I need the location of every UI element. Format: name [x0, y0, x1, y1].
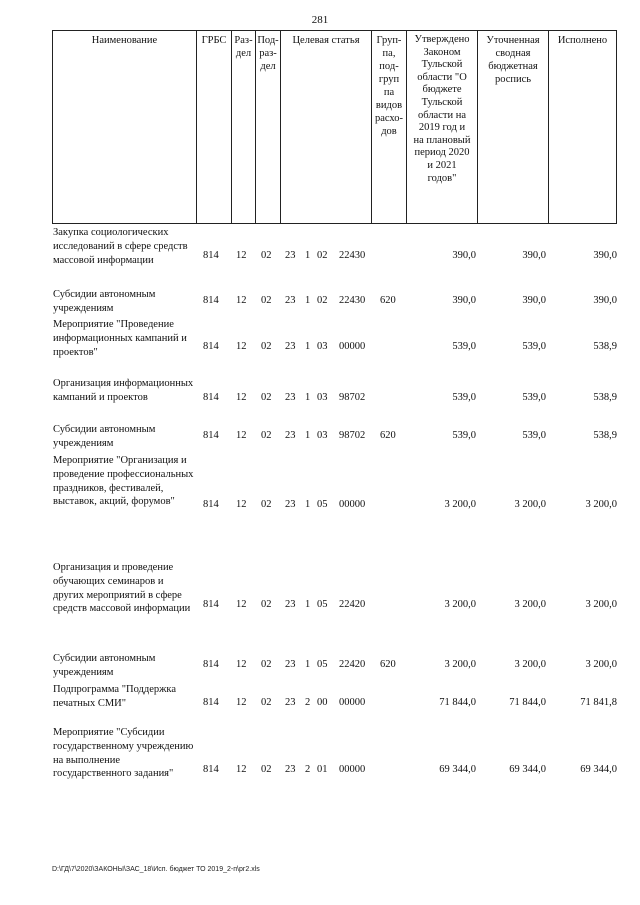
row-target-1: 23 [285, 250, 296, 261]
row-target-3: 05 [317, 599, 328, 610]
row-razdel: 12 [236, 599, 247, 610]
row-name: Мероприятие "Проведение информационных кампаний и проектов" [53, 319, 187, 358]
row-approved: 539,0 [452, 392, 476, 403]
header-executed [549, 30, 617, 224]
row-target-1: 23 [285, 599, 296, 610]
row-razdel: 12 [236, 295, 247, 306]
row-grbs: 814 [203, 599, 219, 610]
row-refined: 69 344,0 [509, 764, 546, 775]
row-target-2: 1 [305, 250, 311, 261]
row-executed: 69 344,0 [580, 764, 617, 775]
row-target-3: 02 [317, 295, 328, 306]
row-approved: 3 200,0 [444, 499, 476, 510]
row-grbs: 814 [203, 250, 219, 261]
row-grbs: 814 [203, 697, 219, 708]
row-podrazdel: 02 [261, 392, 272, 403]
row-grbs: 814 [203, 295, 219, 306]
header-name-text: Наименование [91, 35, 158, 46]
row-name: Организация информационных кампаний и проектов [53, 378, 194, 403]
row-target-2: 1 [305, 392, 311, 403]
row-refined: 3 200,0 [514, 599, 546, 610]
row-name: Субсидии автономным учреждениям [53, 289, 156, 314]
row-target-3: 05 [317, 659, 328, 670]
header-target-text: Целевая статья [292, 35, 360, 46]
row-approved: 3 200,0 [444, 659, 476, 670]
row-podrazdel: 02 [261, 499, 272, 510]
row-target-2: 2 [305, 764, 311, 775]
header-executed-text: Исполнено [557, 35, 608, 46]
row-group: 620 [380, 430, 396, 441]
row-target-3: 03 [317, 430, 328, 441]
row-grbs: 814 [203, 499, 219, 510]
row-approved: 3 200,0 [444, 599, 476, 610]
row-razdel: 12 [236, 764, 247, 775]
row-target-3: 01 [317, 764, 328, 775]
row-grbs: 814 [203, 659, 219, 670]
row-approved: 539,0 [452, 430, 476, 441]
header-approved [407, 30, 478, 224]
row-refined: 71 844,0 [509, 697, 546, 708]
row-executed: 3 200,0 [585, 599, 617, 610]
row-podrazdel: 02 [261, 430, 272, 441]
row-approved: 390,0 [452, 250, 476, 261]
row-target-1: 23 [285, 659, 296, 670]
row-group: 620 [380, 295, 396, 306]
row-target-1: 23 [285, 295, 296, 306]
row-target-1: 23 [285, 430, 296, 441]
row-group: 620 [380, 659, 396, 670]
row-name: Мероприятие "Субсидии государственному учреждению на выполнение государственного задания" [53, 727, 194, 780]
row-podrazdel: 02 [261, 764, 272, 775]
row-name: Подпрограмма "Поддержка печатных СМИ" [53, 684, 176, 709]
row-executed: 3 200,0 [585, 659, 617, 670]
row-target-4: 22430 [339, 250, 366, 261]
row-podrazdel: 02 [261, 250, 272, 261]
row-refined: 539,0 [522, 430, 546, 441]
row-target-3: 02 [317, 250, 328, 261]
header-refined-text: Уточненная сводная бюджетная роспись [486, 35, 540, 85]
row-executed: 390,0 [593, 250, 617, 261]
row-target-4: 00000 [339, 764, 366, 775]
row-executed: 538,9 [593, 392, 617, 403]
row-target-1: 23 [285, 499, 296, 510]
row-name: Субсидии автономным учреждениям [53, 653, 156, 678]
row-target-2: 1 [305, 295, 311, 306]
row-executed: 3 200,0 [585, 499, 617, 510]
header-razdel-text: Раз- дел [234, 35, 253, 59]
header-group-text: Груп- па, под- груп па видов расхо- дов [374, 35, 404, 137]
row-target-2: 1 [305, 499, 311, 510]
header-bottom-rule [52, 223, 617, 224]
row-target-4: 22420 [339, 659, 366, 670]
row-target-1: 23 [285, 764, 296, 775]
row-name: Организация и проведение обучающих семинаров и других мероприятий в сфере средств массовой информации [53, 562, 191, 615]
row-target-2: 1 [305, 430, 311, 441]
row-razdel: 12 [236, 499, 247, 510]
row-approved: 69 344,0 [439, 764, 476, 775]
row-target-2: 1 [305, 659, 311, 670]
row-target-4: 98702 [339, 430, 366, 441]
header-podrazdel-text: Под- раз- дел [257, 35, 279, 72]
row-razdel: 12 [236, 250, 247, 261]
row-executed: 538,9 [593, 341, 617, 352]
row-target-3: 05 [317, 499, 328, 510]
header-target [281, 30, 372, 224]
row-target-2: 2 [305, 697, 311, 708]
row-refined: 539,0 [522, 341, 546, 352]
row-razdel: 12 [236, 659, 247, 670]
row-grbs: 814 [203, 392, 219, 403]
row-refined: 3 200,0 [514, 499, 546, 510]
row-name: Закупка социологических исследований в сфере средств массовой информации [53, 227, 188, 266]
row-grbs: 814 [203, 341, 219, 352]
row-grbs: 814 [203, 430, 219, 441]
row-target-3: 03 [317, 341, 328, 352]
row-podrazdel: 02 [261, 659, 272, 670]
header-grbs [197, 30, 232, 224]
row-executed: 390,0 [593, 295, 617, 306]
header-razdel [232, 30, 256, 224]
header-group [372, 30, 407, 224]
row-razdel: 12 [236, 341, 247, 352]
row-target-4: 00000 [339, 499, 366, 510]
row-refined: 390,0 [522, 295, 546, 306]
row-target-4: 22430 [339, 295, 366, 306]
row-refined: 3 200,0 [514, 659, 546, 670]
row-target-3: 03 [317, 392, 328, 403]
row-approved: 539,0 [452, 341, 476, 352]
row-name: Мероприятие "Организация и проведение профессиональных праздников, фестивалей, выставок, акций, форумов" [53, 455, 194, 508]
row-target-4: 00000 [339, 697, 366, 708]
row-target-1: 23 [285, 697, 296, 708]
row-target-1: 23 [285, 392, 296, 403]
row-approved: 390,0 [452, 295, 476, 306]
row-target-4: 00000 [339, 341, 366, 352]
file-path-footer: D:\ГД\7\2020\ЗАКОНЫ\ЗАС_18\Исп. бюджет ТО 2019_2-п\рг2.xls [52, 866, 260, 873]
row-target-1: 23 [285, 341, 296, 352]
row-target-4: 98702 [339, 392, 366, 403]
row-executed: 71 841,8 [580, 697, 617, 708]
row-podrazdel: 02 [261, 697, 272, 708]
header-podrazdel [256, 30, 281, 224]
row-approved: 71 844,0 [439, 697, 476, 708]
page-number: 281 [311, 14, 329, 26]
header-name [52, 30, 197, 224]
row-grbs: 814 [203, 764, 219, 775]
row-target-2: 1 [305, 341, 311, 352]
row-refined: 539,0 [522, 392, 546, 403]
row-razdel: 12 [236, 392, 247, 403]
row-target-4: 22420 [339, 599, 366, 610]
row-name: Субсидии автономным учреждениям [53, 424, 156, 449]
row-target-2: 1 [305, 599, 311, 610]
row-podrazdel: 02 [261, 599, 272, 610]
row-razdel: 12 [236, 430, 247, 441]
row-target-3: 00 [317, 697, 328, 708]
row-razdel: 12 [236, 697, 247, 708]
row-refined: 390,0 [522, 250, 546, 261]
header-approved-text: Утверждено Законом Тульской области "О бюджете Тульской области на 2019 год и на плановый период 2020 и 2021 годов" [413, 34, 471, 184]
row-podrazdel: 02 [261, 341, 272, 352]
header-grbs-text: ГРБС [201, 35, 227, 46]
row-podrazdel: 02 [261, 295, 272, 306]
row-executed: 538,9 [593, 430, 617, 441]
header-refined [478, 30, 549, 224]
